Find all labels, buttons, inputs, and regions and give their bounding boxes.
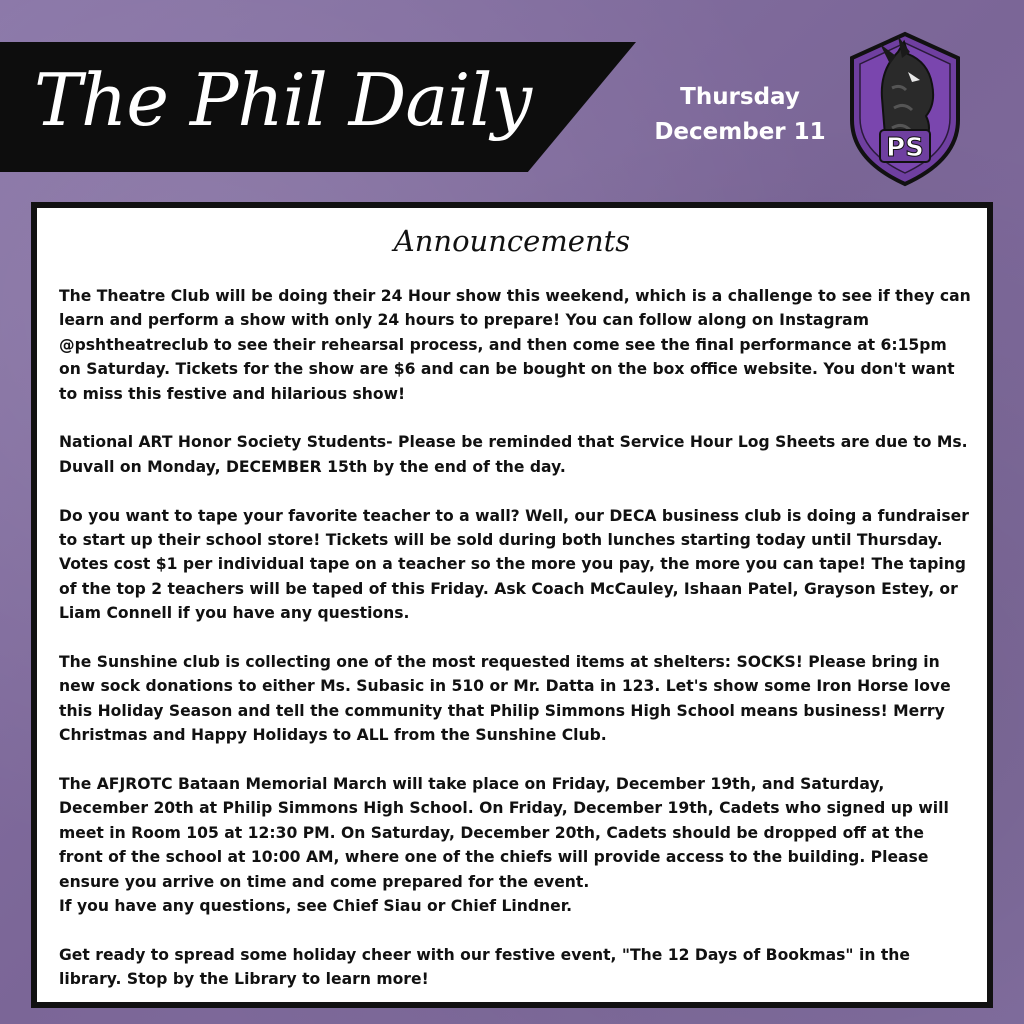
announcement-item: The Theatre Club will be doing their 24 Hour show this weekend, which is a challenge to see if they can learn and perform a show with only 24 hours to prepare! You can follow along on Instagram @pshtheatreclub to see their rehearsal process, and then come see the final performance at 6:15pm on Saturday. Tickets for the show are $6 and can be bought on the box office website. You don't want to miss this festive and hilarious show!	[59, 287, 971, 403]
iron-horse-logo	[846, 28, 964, 188]
day-label: Thursday	[680, 84, 800, 110]
logo-monogram: PS	[886, 133, 924, 163]
newsletter-title: The Phil Daily	[34, 58, 532, 142]
announcements-list	[59, 284, 971, 1016]
announcements-heading: Announcements	[393, 224, 631, 258]
announcement-item: Get ready to spread some holiday cheer with our festive event, "The 12 Days of Bookmas" in the library. Stop by the Library to learn more!	[59, 945, 910, 989]
announcement-item: The Sunshine club is collecting one of the most requested items at shelters: SOCKS! Please bring in new sock donations to either Ms. Subasic in 510 or Mr. Datta in 123. Let's show some Iron Horse love this Holiday Season and tell the community that Philip Simmons High School means business! Merry Christmas and Happy Holidays to ALL from the Sunshine Club.	[59, 653, 951, 745]
announcements-panel	[31, 202, 993, 1008]
date-label: December 11	[654, 119, 826, 145]
date-block	[640, 80, 840, 150]
announcement-item: The AFJROTC Bataan Memorial March will take place on Friday, December 19th, and Saturday, December 20th at Philip Simmons High School. On Friday, December 19th, Cadets who signed up will meet in Room 105 at 12:30 PM. On Saturday, December 20th, Cadets should be dropped off at the front of the school at 10:00 AM, where one of the chiefs will provide access to the building. Please ensure you arrive on time and come prepared for the event. If you have any questions, see Chief Siau or Chief Lindner.	[59, 775, 949, 916]
announcement-item: Do you want to tape your favorite teacher to a wall? Well, our DECA business club is doing a fundraiser to start up their school store! Tickets will be sold during both lunches starting today until Thursday. Votes cost $1 per individual tape on a teacher so the more you pay, the more you can tape! The taping of the top 2 teachers will be taped of this Friday. Ask Coach McCauley, Ishaan Patel, Grayson Estey, or Liam Connell if you have any questions.	[59, 506, 969, 623]
announcement-item: National ART Honor Society Students- Please be reminded that Service Hour Log Sheets are due to Ms. Duvall on Monday, DECEMBER 15th by the end of the day.	[59, 433, 968, 476]
